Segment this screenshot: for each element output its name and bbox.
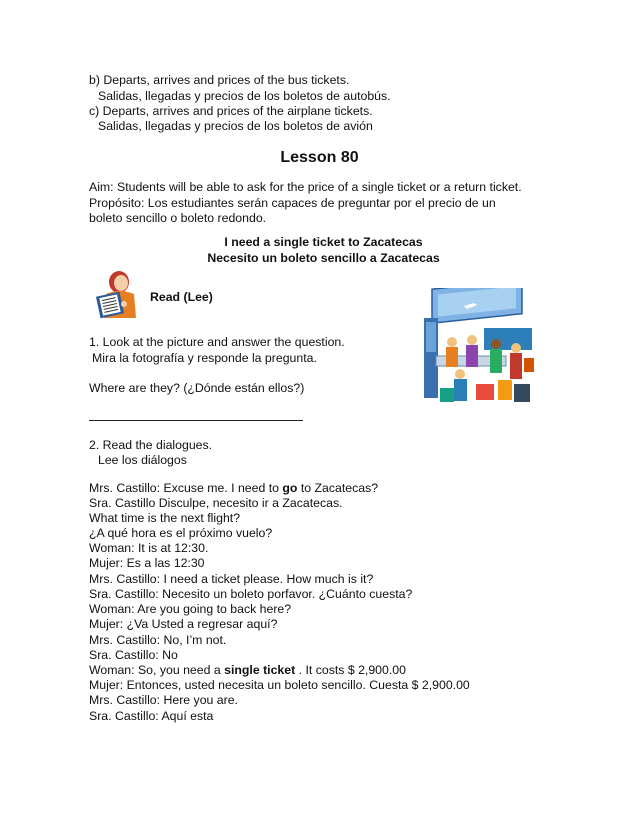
aim-text: Aim: Students will be able to ask for the price of a single ticket or a return ticket. [89,180,522,194]
dialogue-line-7: Mrs. Castillo: I need a ticket please. How much is it? [89,572,374,586]
option-b-en: b) Departs, arrives and prices of the bus tickets. [89,73,350,87]
dialogue-line-5: Woman: It is at 12:30. [89,541,209,555]
dialogue-line-13: Woman: So, you need a single ticket . It costs $ 2,900.00 [89,663,406,677]
question1-es: Mira la fotografía y responde la pregunta. [92,351,317,365]
dialogue-line-14: Mujer: Entonces, usted necesita un boleto sencillo. Cuesta $ 2,900.00 [89,678,470,692]
heading-en: I need a single ticket to Zacatecas [224,235,423,249]
dialogue-line-16: Sra. Castillo: Aquí esta [89,709,214,723]
dialogue-line-6: Mujer: Es a las 12:30 [89,556,205,570]
dialogue-line-10: Mujer: ¿Va Usted a regresar aquí? [89,617,278,631]
question1-en: 1. Look at the picture and answer the question. [89,335,345,349]
airport-scene-illustration [424,288,536,412]
lesson-title: Lesson 80 [280,149,359,166]
option-b-es: Salidas, llegadas y precios de los boletos de autobús. [98,89,391,103]
option-c-es: Salidas, llegadas y precios de los boletos de avión [98,119,373,133]
dialogue-line-2: Sra. Castillo Disculpe, necesito ir a Zacatecas. [89,496,343,510]
dialogue-line-1: Mrs. Castillo: Excuse me. I need to go to Zacatecas? [89,481,379,495]
dialogue-line-4: ¿A qué hora es el próximo vuelo? [89,526,273,540]
dialogue-line-15: Mrs. Castillo: Here you are. [89,693,238,707]
dialogue-line-11: Mrs. Castillo: No, I’m not. [89,633,227,647]
heading-es: Necesito un boleto sencillo a Zacatecas [207,251,440,265]
dialogue-line-12: Sra. Castillo: No [89,648,178,662]
proposito-text-1: Propósito: Los estudiantes serán capaces de preguntar por el precio de un [89,196,496,210]
dialogue-line-3: What time is the next flight? [89,511,241,525]
proposito-text-2: boleto sencillo o boleto redondo. [89,211,267,225]
answer-line[interactable] [89,420,303,421]
option-c-en: c) Departs, arrives and prices of the airplane tickets. [89,104,373,118]
reading-person-icon [92,266,146,322]
read-label: Read (Lee) [150,290,213,304]
question2-es: Lee los diálogos [98,453,187,467]
dialogue-line-9: Woman: Are you going to back here? [89,602,292,616]
dialogue-line-8: Sra. Castillo: Necesito un boleto porfavor. ¿Cuánto cuesta? [89,587,413,601]
question1-question: Where are they? (¿Dónde están ellos?) [89,381,305,395]
question2-en: 2. Read the dialogues. [89,438,213,452]
